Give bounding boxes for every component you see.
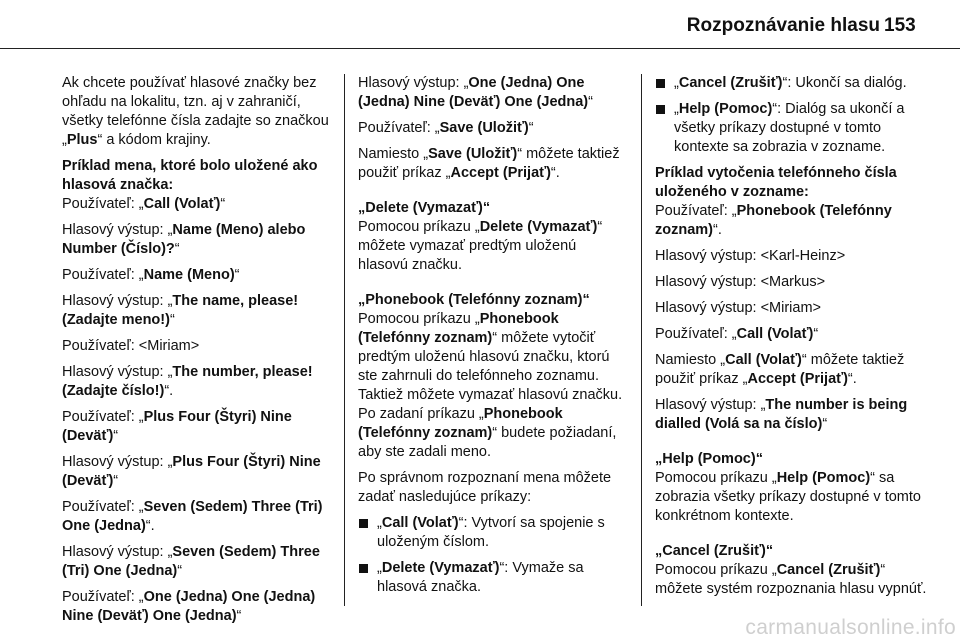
dialog-line: Používateľ: „Name (Meno)“	[62, 267, 240, 283]
column-divider	[344, 74, 345, 606]
watermark: carmanualsonline.info	[745, 616, 956, 639]
column-divider	[641, 74, 642, 606]
dialog-line: Hlasový výstup: <Karl-Heinz>	[655, 248, 846, 264]
page-header	[0, 0, 960, 49]
dialog-line: Hlasový výstup: <Markus>	[655, 274, 826, 290]
dialog-line: Namiesto „Save (Uložiť)“ môžete taktiež použiť príkaz „Accept (Prijať)“.	[358, 146, 620, 181]
column-3	[655, 74, 930, 606]
help-paragraph: Pomocou príkazu „Help (Pomoc)“ sa zobrazia všetky príkazy dostupné v tomto konkrétnom kontexte.	[655, 470, 921, 524]
dialog-line: Hlasový výstup: „Name (Meno) alebo Number (Číslo)?“	[62, 222, 306, 257]
dialog-line: Hlasový výstup: „The number is being dialled (Volá sa na číslo)“	[655, 397, 908, 432]
column-1	[62, 74, 334, 633]
dialog-line: Používateľ: „Phonebook (Telefónny zoznam)“.	[655, 203, 892, 238]
column-2	[358, 74, 630, 604]
dialog-line: Hlasový výstup: „One (Jedna) One (Jedna) Nine (Deväť) One (Jedna)“	[358, 75, 593, 110]
dialog-line: Používateľ: „Save (Uložiť)“	[358, 120, 534, 136]
page-title: Rozpoznávanie hlasu	[686, 15, 880, 36]
dialog-line: Používateľ: „Seven (Sedem) Three (Tri) One (Jedna)“.	[62, 499, 323, 534]
dialog-line: Používateľ: „Call (Volať)“	[62, 196, 226, 212]
dialog-line: Hlasový výstup: „The number, please! (Zadajte číslo!)“.	[62, 364, 313, 399]
bullet-item: „Help (Pomoc)“: Dialóg sa ukončí a všetky príkazy dostupné v tomto kontexte sa zobrazia v zozname.	[655, 100, 930, 157]
delete-paragraph: Pomocou príkazu „Delete (Vymazať)“ môžete vymazať predtým uloženú hlasovú značku.	[358, 219, 603, 273]
bullet-item: „Delete (Vymazať)“: Vymaže sa hlasová značka.	[358, 559, 630, 597]
section-heading-help: „Help (Pomoc)“	[655, 451, 763, 467]
intro-paragraph: Ak chcete používať hlasové značky bez ohľadu na lokalitu, tzn. aj v zahraničí, všetky telefónne čísla zadajte so značkou „Plus“ a kódom krajiny.	[62, 75, 329, 148]
phonebook-paragraph: Pomocou príkazu „Phonebook (Telefónny zoznam)“ môžete vytočiť predtým uloženú hlasovú značku, ktorú ste zahrnuli do telefónneho zoznamu. Taktiež môžete vymazať hlasovú značku. Po zadaní príkazu „Phonebook (Telefónny zoznam)“ budete požiadaní, aby ste zadali meno.	[358, 311, 623, 460]
page-number: 153	[884, 15, 916, 36]
example-heading: Príklad mena, ktoré bolo uložené ako hlasová značka:	[62, 158, 318, 193]
bullet-item: „Call (Volať)“: Vytvorí sa spojenie s uloženým číslom.	[358, 514, 630, 552]
dialog-line: Namiesto „Call (Volať)“ môžete taktiež použiť príkaz „Accept (Prijať)“.	[655, 352, 905, 387]
section-heading-delete: „Delete (Vymazať)“	[358, 200, 491, 216]
example-heading: Príklad vytočenia telefónneho čísla uloženého v zozname:	[655, 165, 897, 200]
dialog-line: Používateľ: „Plus Four (Štyri) Nine (Deväť)“	[62, 409, 292, 444]
dialog-line: Hlasový výstup: „Seven (Sedem) Three (Tri) One (Jedna)“	[62, 544, 320, 579]
dialog-line: Používateľ: <Miriam>	[62, 338, 200, 354]
cancel-paragraph: Pomocou príkazu „Cancel (Zrušiť)“ môžete systém rozpoznania hlasu vypnúť.	[655, 562, 927, 597]
section-heading-phonebook: „Phonebook (Telefónny zoznam)“	[358, 292, 590, 308]
dialog-line: Hlasový výstup: <Miriam>	[655, 300, 821, 316]
commands-intro: Po správnom rozpoznaní mena môžete zadať nasledujúce príkazy:	[358, 470, 612, 505]
dialog-line: Používateľ: „Call (Volať)“	[655, 326, 819, 342]
bullet-item: „Cancel (Zrušiť)“: Ukončí sa dialóg.	[655, 74, 930, 93]
dialog-line: Hlasový výstup: „Plus Four (Štyri) Nine (Deväť)“	[62, 454, 321, 489]
dialog-line: Používateľ: „One (Jedna) One (Jedna) Nine (Deväť) One (Jedna)“	[62, 589, 316, 624]
dialog-line: Hlasový výstup: „The name, please! (Zadajte meno!)“	[62, 293, 299, 328]
section-heading-cancel: „Cancel (Zrušiť)“	[655, 543, 774, 559]
